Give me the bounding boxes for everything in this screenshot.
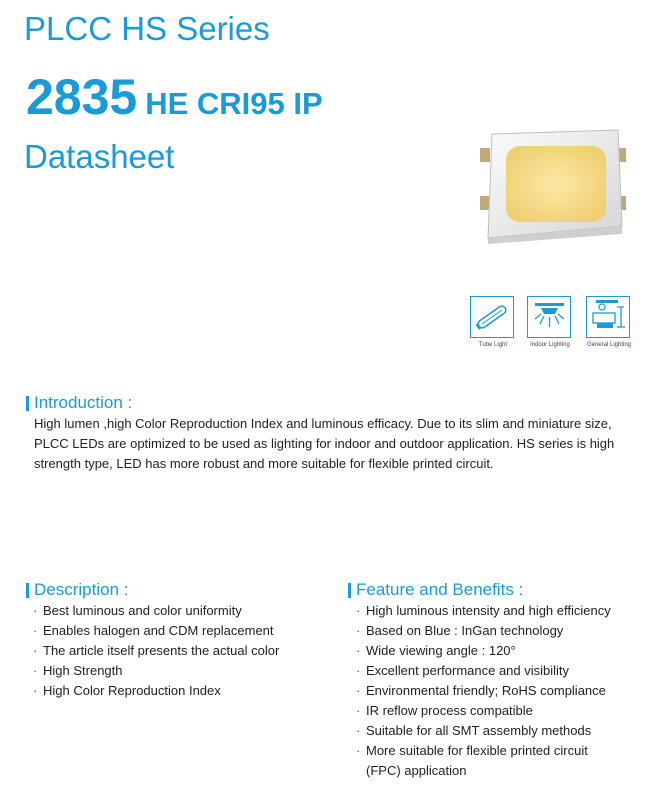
- list-item: · Environmental friendly; RoHS compliance: [356, 683, 606, 698]
- list-item: · High luminous intensity and high efficiency: [356, 603, 611, 618]
- description-list: [33, 601, 279, 701]
- series-title: PLCC HS Series: [24, 10, 270, 47]
- features-list: [356, 601, 611, 781]
- list-item-continuation: (FPC) application: [366, 763, 467, 778]
- general-lighting-icon: [586, 296, 630, 338]
- introduction-heading: [26, 393, 132, 413]
- list-item: · High Strength: [33, 663, 123, 678]
- introduction-title: Introduction :: [34, 393, 133, 412]
- heading-bar: [348, 583, 351, 598]
- app-label: Tube Light: [478, 342, 508, 348]
- list-item: · High Color Reproduction Index: [33, 683, 221, 698]
- list-item: · More suitable for flexible printed circuit: [356, 743, 588, 758]
- app-indoor-lighting: [527, 296, 573, 349]
- app-label: Indoor Lighting: [530, 342, 570, 348]
- list-item: · Suitable for all SMT assembly methods: [356, 723, 592, 738]
- list-item: · Best luminous and color uniformity: [33, 603, 242, 618]
- indoor-lighting-icon: [527, 296, 571, 338]
- document-type: Datasheet: [24, 138, 175, 175]
- model-number: 2835: [26, 69, 138, 125]
- introduction-text: High lumen ,high Color Reproduction Index and luminous efficacy. Due to its slim and miniature size, PLCC LEDs are optimized to be used as lighting for indoor and outdoor application. HS series is high strength type, LED has more robust and more suitable for flexible printed circuit.: [34, 416, 615, 471]
- description-title: Description :: [34, 580, 129, 599]
- app-label: General Lighting: [586, 342, 632, 348]
- model-title: [26, 68, 323, 126]
- list-item: · Excellent performance and visibility: [356, 663, 570, 678]
- list-item: · Based on Blue : InGan technology: [356, 623, 564, 638]
- list-item: · IR reflow process compatible: [356, 703, 533, 718]
- features-title: Feature and Benefits :: [356, 580, 524, 599]
- tube-light-icon: [470, 296, 514, 338]
- features-heading: [348, 580, 523, 600]
- app-tube-light: [470, 296, 516, 349]
- led-package-image: [478, 126, 626, 244]
- list-item: · Enables halogen and CDM replacement: [33, 623, 274, 638]
- heading-bar: [26, 583, 29, 598]
- model-suffix: HE CRI95 IP: [145, 86, 323, 121]
- list-item: · Wide viewing angle : 120°: [356, 643, 516, 658]
- app-general-lighting: [586, 296, 632, 349]
- description-heading: [26, 580, 128, 600]
- list-item: · The article itself presents the actual color: [33, 643, 280, 658]
- heading-bar: [26, 396, 29, 411]
